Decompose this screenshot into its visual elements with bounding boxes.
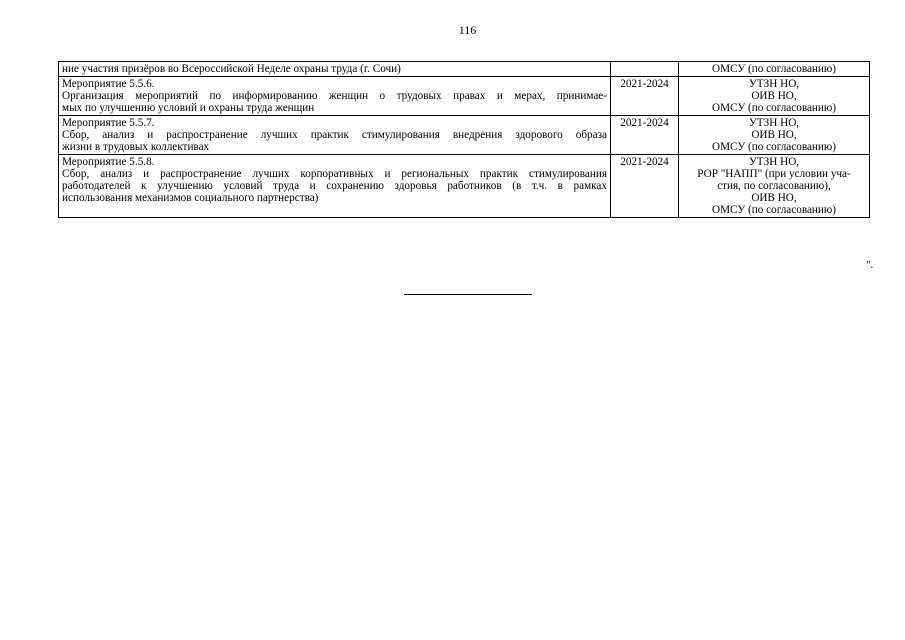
responsible-line: ОМСУ (по согласованию) xyxy=(711,204,836,216)
measure-term xyxy=(611,62,679,77)
description-line: мых по улучшению условий и охраны труда женщин xyxy=(62,102,315,114)
responsible-line: УТЗН НО, xyxy=(748,78,800,90)
measure-responsible xyxy=(679,62,870,77)
measure-term: 2021-2024 xyxy=(611,77,679,116)
responsible-line: ОМСУ (по согласованию) xyxy=(711,102,836,114)
description-line: использования механизмов социального партнерства) xyxy=(62,192,319,204)
table-row xyxy=(59,155,870,218)
description-line: Сбор, анализ и распространение лучших практик стимулирования внедрения здорового образа xyxy=(62,129,607,141)
table-row xyxy=(59,116,870,155)
responsible-line: ОИВ НО, xyxy=(751,129,797,141)
measure-description xyxy=(59,116,611,155)
measure-title: Мероприятие 5.5.6. xyxy=(62,78,155,90)
closing-quote: ". xyxy=(866,259,874,271)
table-row xyxy=(59,62,870,77)
responsible-line: УТЗН НО, xyxy=(748,117,800,129)
responsible-line: УТЗН НО, xyxy=(748,156,800,168)
measure-responsible xyxy=(679,155,870,218)
measure-term: 2021-2024 xyxy=(611,116,679,155)
measure-title: Мероприятие 5.5.8. xyxy=(62,156,155,168)
responsible-line: ОИВ НО, xyxy=(751,192,797,204)
measures-table xyxy=(58,61,870,218)
responsible-line: ОМСУ (по согласованию) xyxy=(711,141,836,153)
responsible-line: стия, по согласованию), xyxy=(717,180,831,192)
measure-description xyxy=(59,62,611,77)
table-row xyxy=(59,77,870,116)
description-line: жизни в трудовых коллективах xyxy=(62,141,210,153)
responsible-line: ОМСУ (по согласованию) xyxy=(711,63,836,75)
description-line: ние участия призёров во Всероссийской Неделе охраны труда (г. Сочи) xyxy=(62,63,401,75)
measure-responsible xyxy=(679,77,870,116)
measure-description xyxy=(59,155,611,218)
description-line: работодателей к улучшению условий труда и сохранению здоровья работников (в т.ч. в рамках xyxy=(62,180,607,192)
measure-description xyxy=(59,77,611,116)
responsible-line: РОР "НАПП" (при условии уча- xyxy=(697,168,851,180)
page-number: 116 xyxy=(458,23,477,37)
measure-title: Мероприятие 5.5.7. xyxy=(62,117,155,129)
description-line: Организация мероприятий по информированию женщин о трудовых правах и мерах, принимае- xyxy=(62,90,607,102)
end-divider xyxy=(404,294,532,295)
responsible-line: ОИВ НО, xyxy=(751,90,797,102)
measure-responsible xyxy=(679,116,870,155)
description-line: Сбор, анализ и распространение лучших корпоративных и региональных практик стимулирования xyxy=(62,168,607,180)
measure-term: 2021-2024 xyxy=(611,155,679,218)
